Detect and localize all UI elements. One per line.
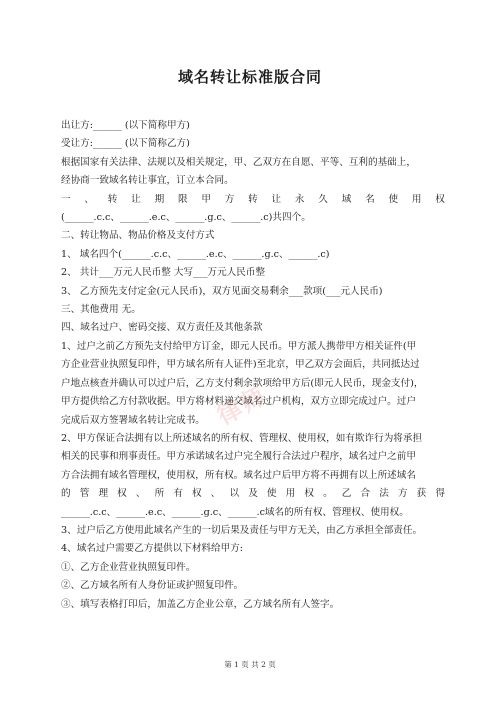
line-preamble-1: 根据国家有关法律、法规以及相关规定，甲、乙双方在自愿、平等、互利的基础上，: [61, 156, 416, 168]
page-footer: 第 1 页 共 2 页: [224, 660, 276, 669]
line-4-2-b: 相关的民事和刑事责任。甲方承诺域名过户完全履行合法过户程序，域名过户之前甲: [61, 451, 416, 463]
line-section-3: 三、其他费用 无。: [61, 304, 141, 316]
line-4-2-a: 2、甲方保证合法拥有以上所述域名的所有权、管理权、使用权，如有欺诈行为将承担: [61, 432, 423, 444]
line-section-1-heading: 一 、 转 让 期 限 甲 方 转 让 永 久 域 名 使 用 权: [61, 193, 445, 205]
line-seller: 出让方:______ (以下简称甲方): [61, 120, 190, 131]
line-section-2-heading: 二、转让物品、物品价格及支付方式: [61, 230, 215, 242]
line-4-2-d: 的 管 理 权 、 所 有 权 、 以 及 使 用 权 。 乙 合 法 方 获 得: [61, 488, 445, 500]
line-4-4-item-1: ①、乙方企业营业执照复印件。: [61, 561, 196, 573]
line-2-2: 2、 共计___万元人民币整 大写___万元人民币整: [61, 267, 266, 279]
document-title: 域名转让标准版合同: [177, 68, 322, 86]
line-preamble-2: 经协商一致域名转让事宜，订立本合同。: [61, 175, 234, 187]
contract-body: [61, 117, 445, 614]
watermark: 律师: [212, 381, 272, 431]
line-4-4-item-3: ③、填写表格打印后，加盖乙方企业公章，乙方域名所有人签字。: [61, 598, 340, 610]
line-4-3: 3、过户后乙方使用此域名产生的一切后果及责任与甲方无关，由乙方承担全部责任。: [61, 524, 423, 536]
line-4-1-d: 甲方提供给乙方付款收据。甲方将材料递交域名过户机构，双方立即完成过户。过户: [61, 396, 416, 408]
line-buyer: 受让方:______ (以下简称乙方): [61, 138, 190, 150]
line-2-1: 1、 域名四个(______.c.c、______.e.c、______.g.c、______.c): [61, 248, 330, 260]
line-4-1-b: 方企业营业执照复印件，甲方域名所有人证件)至北京，甲乙双方会面后，共同抵达过: [61, 359, 420, 371]
line-4-2-c: 方合法拥有域名管理权，使用权，所有权。域名过户后甲方将不再拥有以上所述域名: [61, 469, 416, 481]
line-2-3: 3、 乙方预先支付定金(元人民币)，双方见面交易剩余___款项(___元人民币): [61, 285, 383, 297]
line-4-1-a: 1、过户之前乙方预先支付给甲方订金，即元人民币。甲方派人携带甲方相关证件(甲: [61, 340, 417, 352]
line-4-4-item-2: ②、乙方域名所有人身份证或护照复印件。: [61, 580, 244, 592]
line-section-1-domains: (______.c.c、______.e.c、______.g.c、______.c)共四个。: [61, 212, 311, 224]
line-section-4-heading: 四、域名过户、密码交接、双方责任及其他条款: [61, 322, 263, 334]
line-4-2-e: ______.c.c、______.e.c、______.g.c、______.c域名的所有权、管理权、使用权。: [61, 506, 409, 518]
line-4-1-c: 户地点核查并确认可以过户后，乙方支付剩余款项给甲方后(即元人民币，现金支付)，: [61, 377, 424, 389]
line-4-4: 4、域名过户需要乙方提供以下材料给甲方:: [61, 543, 244, 555]
line-4-1-e: 完成后双方签署域名转让完成书。: [61, 414, 205, 426]
